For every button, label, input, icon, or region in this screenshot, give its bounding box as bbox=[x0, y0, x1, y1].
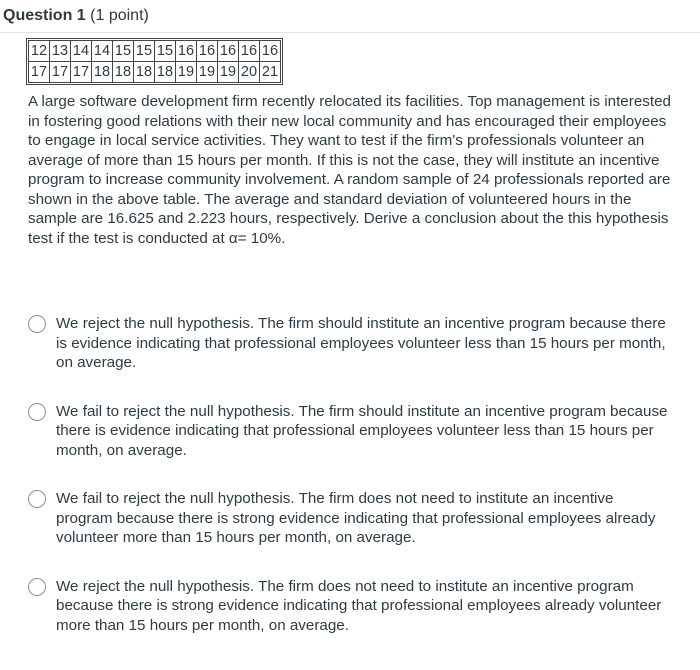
answer-option-label: We fail to reject the null hypothesis. The firm should institute an incentive program because there is evidence indicating that professional employees volunteer less than 15 hours per month, on average. bbox=[56, 402, 668, 459]
table-cell: 13 bbox=[50, 41, 71, 62]
table-cell: 15 bbox=[113, 41, 134, 62]
question-body bbox=[28, 40, 673, 248]
table-cell: 19 bbox=[218, 62, 239, 83]
radio-button-3[interactable] bbox=[28, 490, 46, 508]
table-cell: 16 bbox=[197, 41, 218, 62]
answer-option-label: We fail to reject the null hypothesis. The firm does not need to institute an incentive program because there is strong evidence indicating that professional employees already volunteer more than 15 hours per month, on average. bbox=[56, 490, 656, 546]
answer-option-2[interactable] bbox=[28, 402, 668, 461]
table-cell: 16 bbox=[260, 41, 281, 62]
answer-option-4[interactable] bbox=[28, 577, 668, 636]
question-title bbox=[3, 7, 149, 25]
answer-option-label: We reject the null hypothesis. The firm should institute an incentive program because there is evidence indicating that professional employees volunteer less than 15 hours per month, on average. bbox=[56, 315, 666, 371]
table-cell: 18 bbox=[134, 62, 155, 83]
table-cell: 18 bbox=[92, 62, 113, 83]
question-header bbox=[0, 0, 700, 33]
table-cell: 17 bbox=[50, 62, 71, 83]
table-cell: 21 bbox=[260, 62, 281, 83]
radio-button-4[interactable] bbox=[28, 578, 46, 596]
table-cell: 20 bbox=[239, 62, 260, 83]
table-cell: 16 bbox=[176, 41, 197, 62]
table-cell: 18 bbox=[113, 62, 134, 83]
table-cell: 16 bbox=[218, 41, 239, 62]
radio-button-1[interactable] bbox=[28, 315, 46, 333]
answer-option-label: We reject the null hypothesis. The firm does not need to institute an incentive program because there is strong evidence indicating that professional employees already volunteer more than 15 hours per month, on average. bbox=[56, 577, 662, 634]
data-table bbox=[28, 40, 281, 83]
radio-button-2[interactable] bbox=[28, 403, 46, 421]
table-cell: 14 bbox=[92, 41, 113, 62]
table-cell: 19 bbox=[176, 62, 197, 83]
question-number: Question 1 bbox=[3, 7, 86, 24]
question-points: (1 point) bbox=[90, 7, 149, 24]
answer-option-1[interactable] bbox=[28, 314, 668, 373]
question-prompt: A large software development firm recently relocated its facilities. Top management is interested in fostering good relations with their new local community and has encouraged their employees to engage in local service activities. They want to test if the firm's professionals volunteer an average of more than 15 hours per month. If this is not the case, they will institute an incentive program to increase community involvement. A random sample of 24 professionals reported are shown in the above table. The average and standard deviation of volunteered hours in the sample are 16.625 and 2.223 hours, respectively. Derive a conclusion about the this hypothesis test if the test is conducted at α= 10%. bbox=[28, 93, 671, 247]
table-cell: 12 bbox=[29, 41, 50, 62]
table-cell: 17 bbox=[71, 62, 92, 83]
table-cell: 17 bbox=[29, 62, 50, 83]
table-row bbox=[29, 62, 281, 83]
table-cell: 18 bbox=[155, 62, 176, 83]
table-cell: 15 bbox=[155, 41, 176, 62]
table-cell: 19 bbox=[197, 62, 218, 83]
answer-option-3[interactable] bbox=[28, 489, 668, 548]
table-row bbox=[29, 41, 281, 62]
answer-list bbox=[28, 314, 668, 635]
table-cell: 16 bbox=[239, 41, 260, 62]
table-cell: 14 bbox=[71, 41, 92, 62]
table-cell: 15 bbox=[134, 41, 155, 62]
